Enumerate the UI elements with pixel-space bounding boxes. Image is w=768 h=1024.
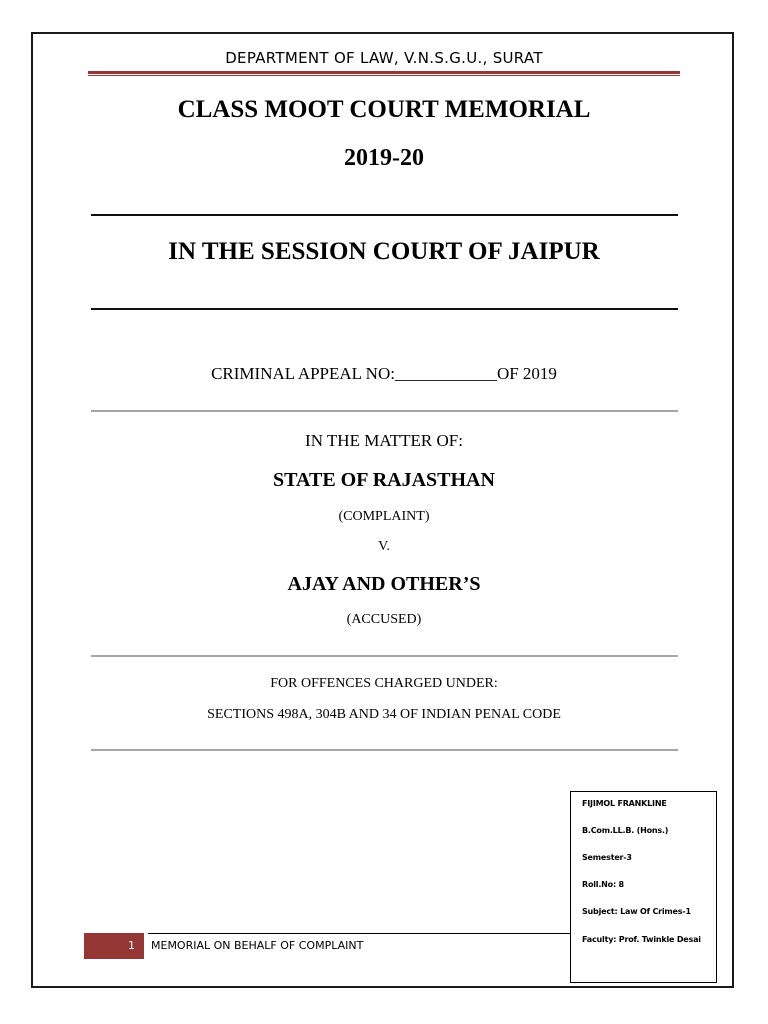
page-number: 1 [84,933,144,959]
court-name: IN THE SESSION COURT OF JAIPUR [168,238,600,265]
student-subject: Subject: Law Of Crimes-1 [582,907,691,916]
offence-sections: SECTIONS 498A, 304B AND 34 OF INDIAN PENAL CODE [207,707,561,722]
party-complainant: STATE OF RAJASTHAN [273,469,495,491]
divider-appeal [91,410,678,412]
header-rule-thin [88,75,680,76]
student-faculty: Faculty: Prof. Twinkle Desai [582,935,701,944]
student-name: FIJIMOL FRANKLINE [582,799,667,808]
department-header: DEPARTMENT OF LAW, V.N.S.G.U., SURAT [225,49,543,67]
footer-text: MEMORIAL ON BEHALF OF COMPLAINT [151,939,364,952]
party-complainant-role: (COMPLAINT) [338,509,430,524]
divider-court [91,308,678,310]
divider-top [91,214,678,216]
student-info-box [570,791,717,983]
student-roll: Roll.No: 8 [582,880,624,889]
appeal-number: CRIMINAL APPEAL NO:____________OF 2019 [211,364,557,383]
memorial-title: CLASS MOOT COURT MEMORIAL [177,96,591,123]
student-course: B.Com.LL.B. (Hons.) [582,826,669,835]
memorial-year: 2019-20 [344,145,424,171]
party-accused-role: (ACCUSED) [346,612,422,627]
student-semester: Semester-3 [582,853,632,862]
divider-parties [91,655,678,657]
header-rule-thick [88,71,680,74]
in-the-matter-label: IN THE MATTER OF: [305,431,463,450]
versus-label: V. [378,539,390,554]
divider-offences [91,749,678,751]
party-accused: AJAY AND OTHER’S [287,573,481,595]
offences-heading: FOR OFFENCES CHARGED UNDER: [270,676,498,691]
footer-rule [148,933,570,934]
